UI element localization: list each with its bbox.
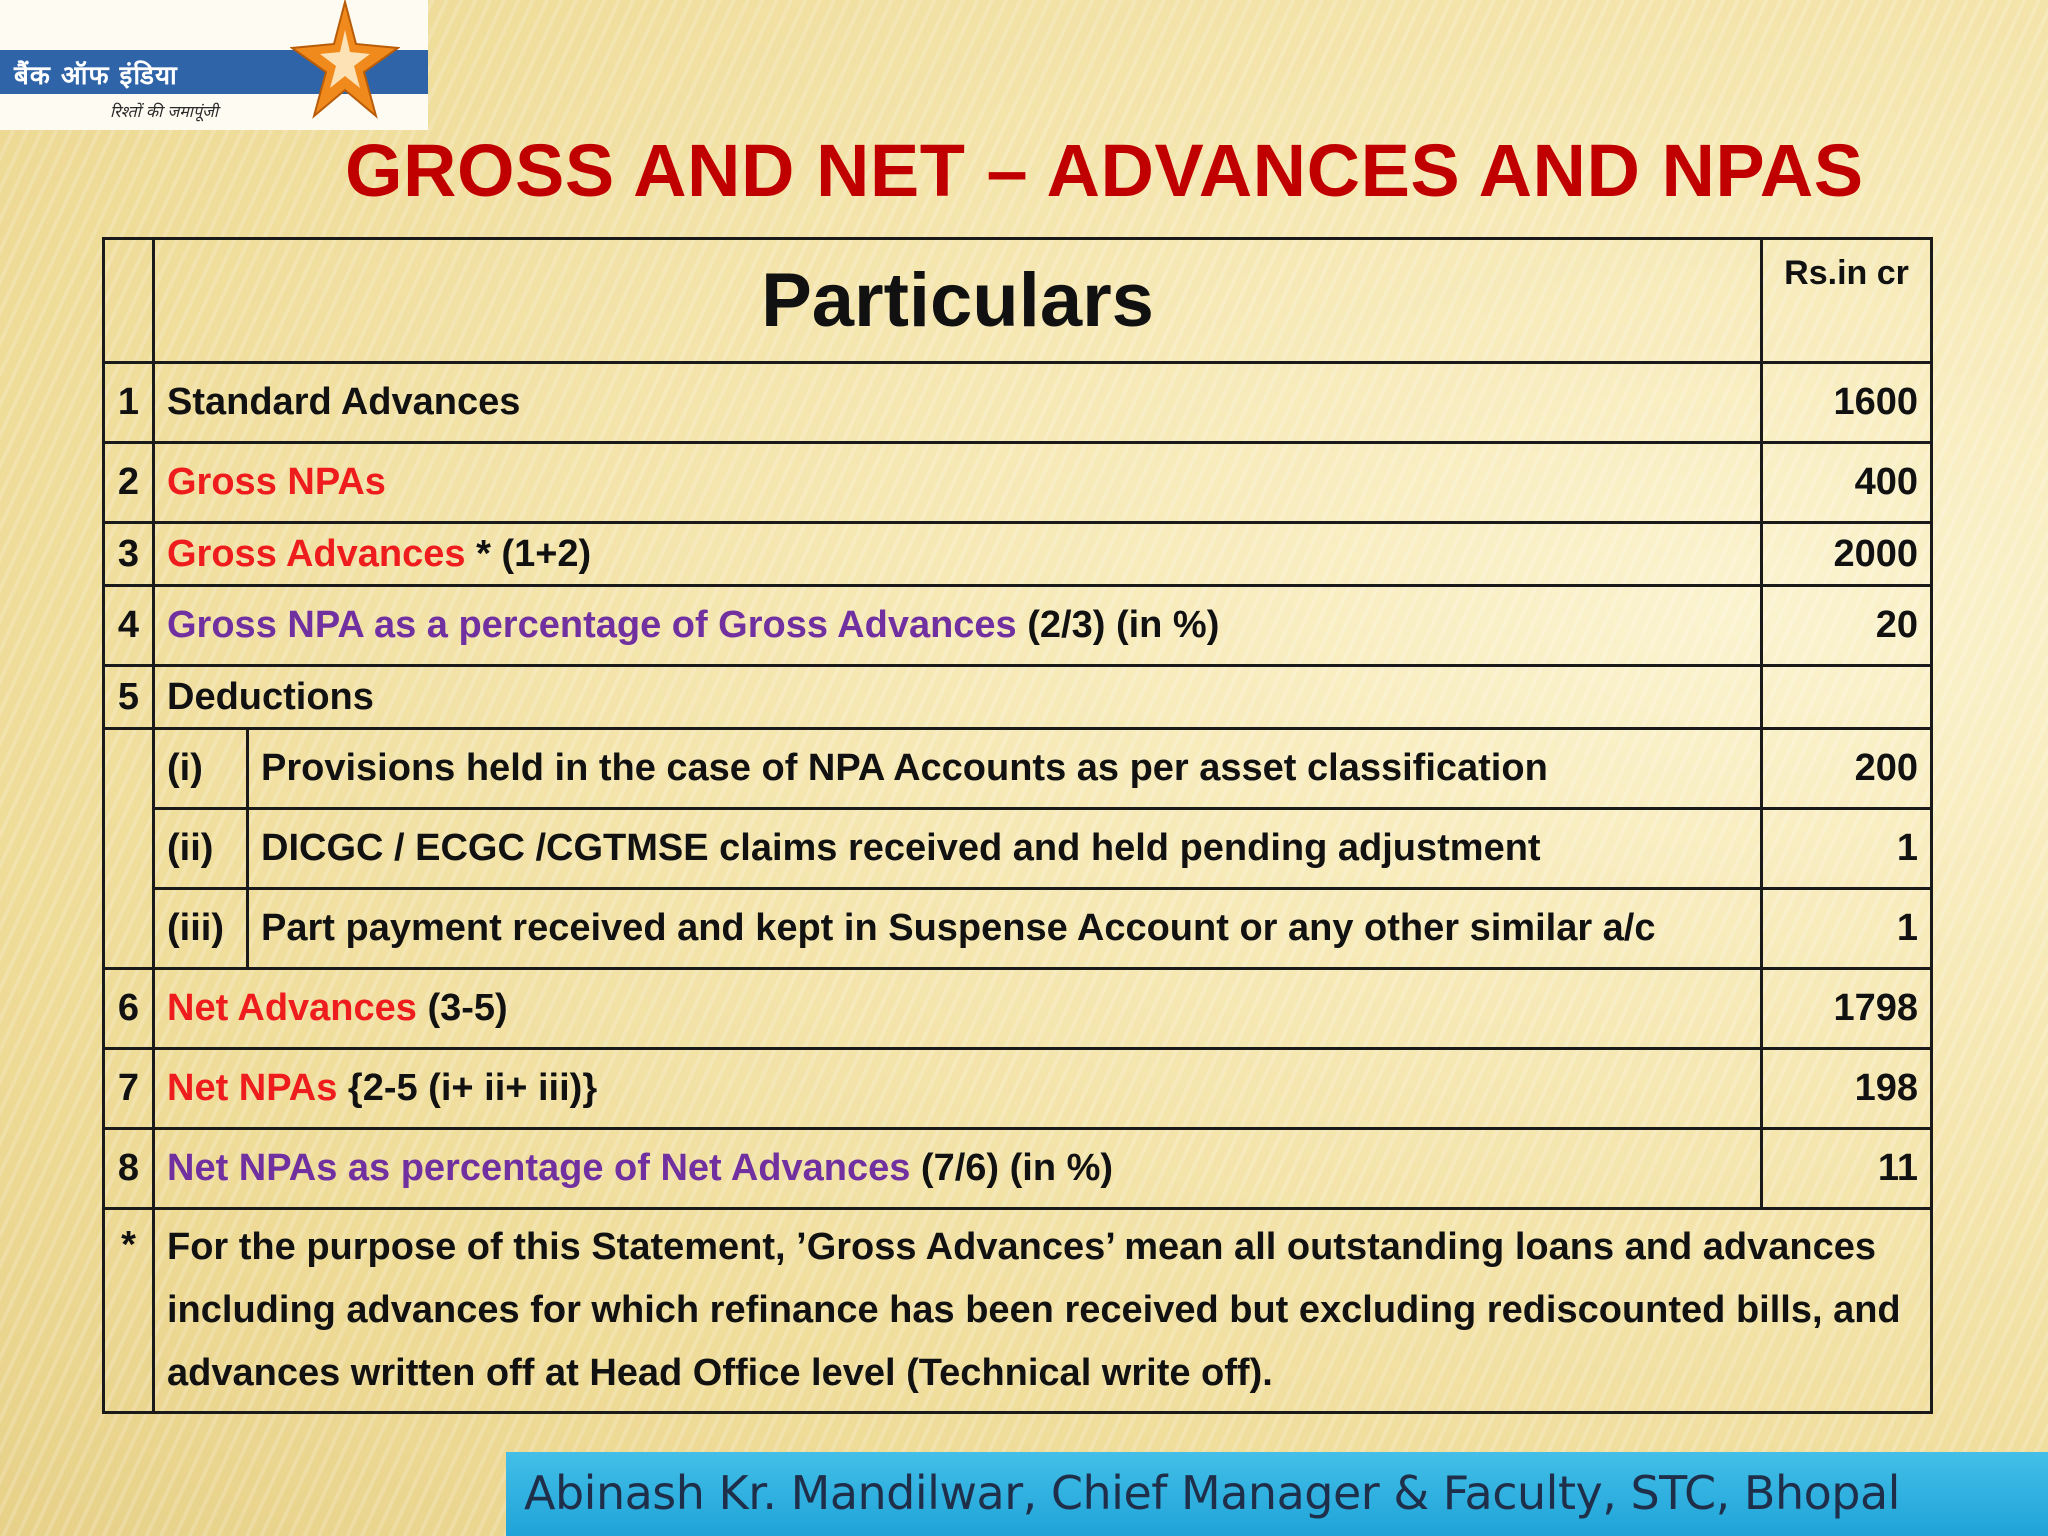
table-row bbox=[104, 586, 1932, 666]
deduction-row bbox=[104, 729, 1932, 809]
note-text: For the purpose of this Statement, ’Gross Advances’ mean all outstanding loans and advances including advances for which refinance has been received but excluding rediscounted bills, and advances written off at Head Office level (Technical write off). bbox=[154, 1209, 1932, 1413]
row-value: 198 bbox=[1762, 1049, 1932, 1129]
slide-title: GROSS AND NET – ADVANCES AND NPAS bbox=[345, 129, 1864, 212]
header-num-cell bbox=[104, 239, 154, 363]
advances-npa-table bbox=[102, 237, 1933, 1414]
deduction-value: 1 bbox=[1762, 889, 1932, 969]
row-value bbox=[1762, 666, 1932, 729]
table-row bbox=[104, 969, 1932, 1049]
deduction-label: Part payment received and kept in Suspense Account or any other similar a/c bbox=[248, 889, 1762, 969]
footer-band bbox=[506, 1452, 2048, 1536]
row-number: 5 bbox=[104, 666, 154, 729]
table-row bbox=[104, 523, 1932, 586]
row-label: Net NPAs {2-5 (i+ ii+ iii)} bbox=[154, 1049, 1762, 1129]
row-label: Net NPAs as percentage of Net Advances (7/6) (in %) bbox=[154, 1129, 1762, 1209]
row-label: Deductions bbox=[154, 666, 1762, 729]
unit-label: Rs.in cr bbox=[1762, 239, 1932, 363]
row-number: 7 bbox=[104, 1049, 154, 1129]
star-icon bbox=[290, 0, 400, 120]
row-number: 6 bbox=[104, 969, 154, 1049]
row-value: 400 bbox=[1762, 443, 1932, 523]
table-row bbox=[104, 666, 1932, 729]
note-asterisk: * bbox=[104, 1209, 154, 1413]
deduction-value: 1 bbox=[1762, 809, 1932, 889]
row-label: Standard Advances bbox=[154, 363, 1762, 443]
deduction-value: 200 bbox=[1762, 729, 1932, 809]
deduction-sub-number: (i) bbox=[154, 729, 248, 809]
note-row bbox=[104, 1209, 1932, 1413]
deduction-spacer-cell bbox=[104, 729, 154, 969]
row-label: Gross NPA as a percentage of Gross Advances (2/3) (in %) bbox=[154, 586, 1762, 666]
deduction-sub-number: (ii) bbox=[154, 809, 248, 889]
deduction-label: DICGC / ECGC /CGTMSE claims received and held pending adjustment bbox=[248, 809, 1762, 889]
table-row bbox=[104, 1129, 1932, 1209]
row-label: Gross NPAs bbox=[154, 443, 1762, 523]
row-value: 2000 bbox=[1762, 523, 1932, 586]
logo-subtitle: रिश्तों की जमापूंजी bbox=[110, 102, 219, 121]
row-value: 1600 bbox=[1762, 363, 1932, 443]
row-value: 1798 bbox=[1762, 969, 1932, 1049]
row-number: 1 bbox=[104, 363, 154, 443]
row-number: 8 bbox=[104, 1129, 154, 1209]
table-header-row bbox=[104, 239, 1932, 363]
row-number: 2 bbox=[104, 443, 154, 523]
row-value: 20 bbox=[1762, 586, 1932, 666]
table-row bbox=[104, 443, 1932, 523]
logo-text: बैंक ऑफ इंडिया bbox=[14, 61, 178, 91]
table-row bbox=[104, 363, 1932, 443]
row-label: Net Advances (3-5) bbox=[154, 969, 1762, 1049]
row-value: 11 bbox=[1762, 1129, 1932, 1209]
footer-credit: Abinash Kr. Mandilwar, Chief Manager & Faculty, STC, Bhopal bbox=[524, 1466, 1900, 1520]
deduction-sub-number: (iii) bbox=[154, 889, 248, 969]
row-number: 4 bbox=[104, 586, 154, 666]
table-row bbox=[104, 1049, 1932, 1129]
particulars-header: Particulars bbox=[154, 239, 1762, 363]
row-number: 3 bbox=[104, 523, 154, 586]
row-label: Gross Advances * (1+2) bbox=[154, 523, 1762, 586]
bank-logo bbox=[0, 0, 428, 130]
deduction-label: Provisions held in the case of NPA Accounts as per asset classification bbox=[248, 729, 1762, 809]
deduction-row bbox=[104, 809, 1932, 889]
deduction-row bbox=[104, 889, 1932, 969]
